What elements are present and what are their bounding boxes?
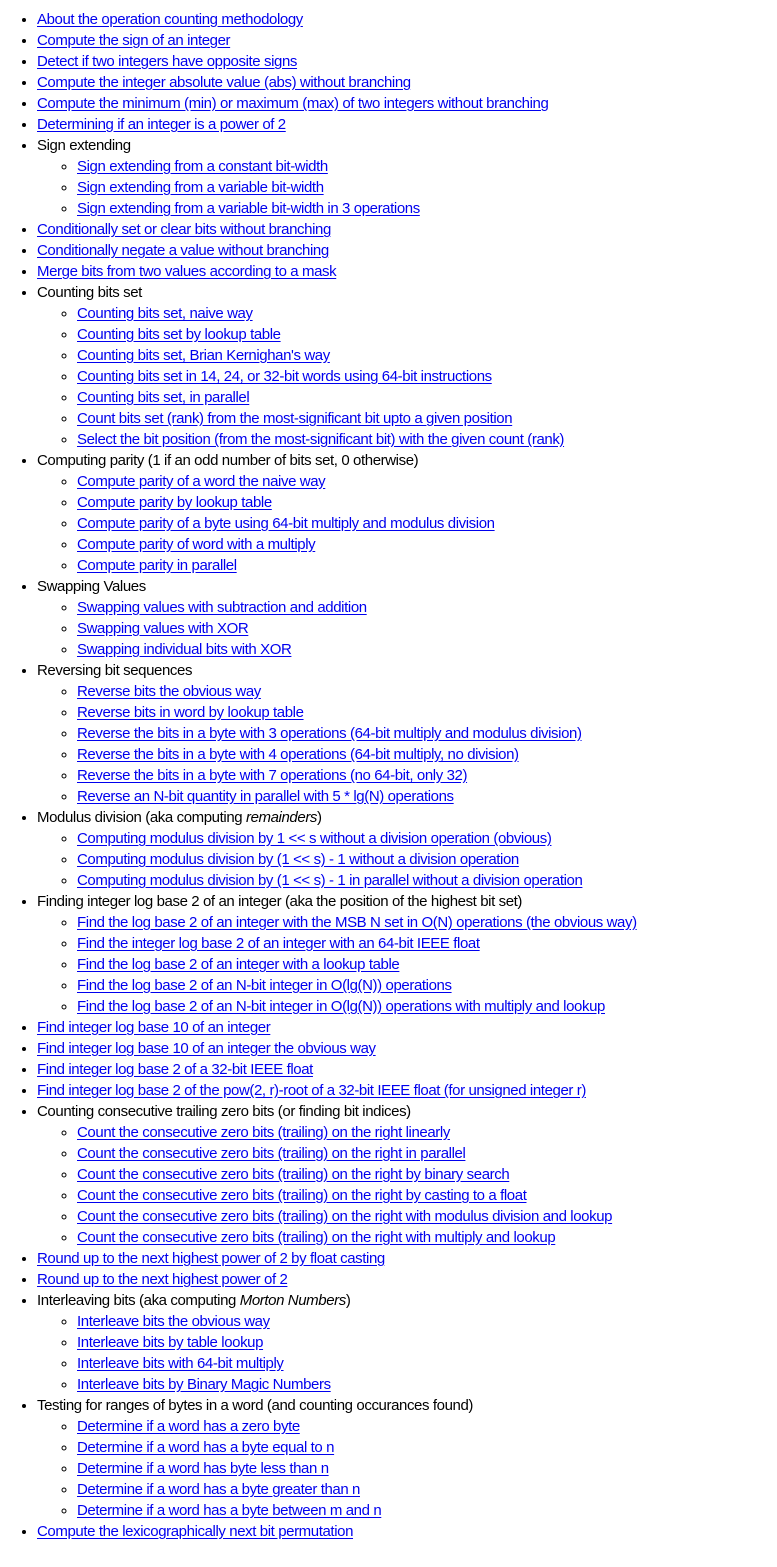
toc-link[interactable]: Interleave bits by table lookup: [77, 1334, 264, 1351]
toc-link[interactable]: Detect if two integers have opposite signs: [37, 53, 298, 70]
toc-link[interactable]: Reverse the bits in a byte with 3 operations (64-bit multiply and modulus division): [77, 725, 582, 742]
toc-item: [37, 93, 777, 114]
text-run: ): [345, 1292, 351, 1309]
toc-item: [37, 1521, 777, 1542]
toc-category-label: [37, 1292, 350, 1309]
toc-category-label: Reversing bit sequences: [37, 662, 193, 679]
toc-item: [37, 282, 777, 450]
toc-link[interactable]: Find integer log base 10 of an integer the obvious way: [37, 1040, 376, 1057]
toc-subitem: [77, 702, 777, 723]
toc-link[interactable]: Swapping values with subtraction and addition: [77, 599, 367, 616]
toc-item: [37, 1038, 777, 1059]
toc-category-label: Testing for ranges of bytes in a word (and counting occurances found): [37, 1397, 474, 1414]
toc-subitem: [77, 744, 777, 765]
toc-link[interactable]: Select the bit position (from the most-significant bit) with the given count (rank): [77, 431, 565, 448]
toc-link[interactable]: Interleave bits by Binary Magic Numbers: [77, 1376, 331, 1393]
toc-item: [37, 240, 777, 261]
toc-link[interactable]: Find the log base 2 of an integer with the MSB N set in O(N) operations (the obvious way): [77, 914, 637, 931]
toc-subitem: [77, 156, 777, 177]
toc-sublist: [37, 1416, 777, 1521]
toc-category-label: [37, 809, 322, 826]
toc-subitem: [77, 849, 777, 870]
toc-link[interactable]: Reverse bits in word by lookup table: [77, 704, 304, 721]
toc-item: [37, 1080, 777, 1101]
toc-link[interactable]: Round up to the next highest power of 2: [37, 1271, 288, 1288]
toc-link[interactable]: Find integer log base 2 of the pow(2, r)-root of a 32-bit IEEE float (for unsigned integer r): [37, 1082, 586, 1099]
toc-link[interactable]: Reverse the bits in a byte with 7 operations (no 64-bit, only 32): [77, 767, 468, 784]
toc-link[interactable]: Count the consecutive zero bits (trailing) on the right with modulus division and lookup: [77, 1208, 613, 1225]
toc-category-label: Counting bits set: [37, 284, 142, 301]
toc-link[interactable]: Interleave bits the obvious way: [77, 1313, 270, 1330]
toc-link[interactable]: Computing modulus division by (1 << s) - 1 without a division operation: [77, 851, 519, 868]
toc-link[interactable]: Sign extending from a constant bit-width: [77, 158, 328, 175]
toc-item: [37, 576, 777, 660]
toc-item: [37, 114, 777, 135]
toc-subitem: [77, 1164, 777, 1185]
toc-item: [37, 72, 777, 93]
toc-link[interactable]: Conditionally set or clear bits without branching: [37, 221, 331, 238]
toc-sublist: [37, 912, 777, 1017]
toc-item: [37, 1101, 777, 1248]
toc-subitem: [77, 1332, 777, 1353]
toc-subitem: [77, 1374, 777, 1395]
toc-subitem: [77, 828, 777, 849]
text-run: Interleaving bits (aka computing: [37, 1292, 240, 1309]
toc-sublist: [37, 597, 777, 660]
toc-link[interactable]: Compute the sign of an integer: [37, 32, 231, 49]
toc-item: [37, 9, 777, 30]
text-run: ): [317, 809, 322, 826]
toc-link[interactable]: Swapping individual bits with XOR: [77, 641, 292, 658]
toc-subitem: [77, 1416, 777, 1437]
toc-item: [37, 1017, 777, 1038]
text-run: Modulus division (aka computing: [37, 809, 246, 826]
toc-category-label: Sign extending: [37, 137, 131, 154]
toc-item: [37, 891, 777, 1017]
toc-link[interactable]: Merge bits from two values according to a mask: [37, 263, 337, 280]
toc-subitem: [77, 765, 777, 786]
toc-item: [37, 30, 777, 51]
toc-link[interactable]: Count the consecutive zero bits (trailing) on the right linearly: [77, 1124, 450, 1141]
toc-subitem: [77, 1437, 777, 1458]
toc-category-label: Finding integer log base 2 of an integer (aka the position of the highest bit set): [37, 893, 523, 910]
toc-subitem: [77, 975, 777, 996]
toc-link[interactable]: Round up to the next highest power of 2 by float casting: [37, 1250, 385, 1267]
toc-link[interactable]: Compute the integer absolute value (abs) without branching: [37, 74, 411, 91]
toc-link[interactable]: Determine if a word has a byte greater than n: [77, 1481, 360, 1498]
toc-link[interactable]: Counting bits set by lookup table: [77, 326, 281, 343]
toc-link[interactable]: Determine if a word has a byte equal to n: [77, 1439, 335, 1456]
toc-link[interactable]: Interleave bits with 64-bit multiply: [77, 1355, 284, 1372]
toc-item: [37, 807, 777, 891]
toc-link[interactable]: Conditionally negate a value without branching: [37, 242, 329, 259]
toc-link[interactable]: Determining if an integer is a power of 2: [37, 116, 286, 133]
toc-subitem: [77, 723, 777, 744]
toc-link[interactable]: Find integer log base 2 of a 32-bit IEEE float: [37, 1061, 313, 1078]
toc-item: [37, 450, 777, 576]
toc-link[interactable]: Counting bits set, in parallel: [77, 389, 250, 406]
toc-link[interactable]: Find the log base 2 of an integer with a lookup table: [77, 956, 400, 973]
toc-category-label: Swapping Values: [37, 578, 146, 595]
toc-link[interactable]: Counting bits set, naive way: [77, 305, 253, 322]
toc-item: [37, 1248, 777, 1269]
toc-subitem: [77, 618, 777, 639]
toc-link[interactable]: Compute parity in parallel: [77, 557, 237, 574]
toc-link[interactable]: Sign extending from a variable bit-width: [77, 179, 324, 196]
toc-subitem: [77, 681, 777, 702]
toc-subitem: [77, 387, 777, 408]
toc-sublist: [37, 471, 777, 576]
toc-sublist: [37, 1122, 777, 1248]
toc-link[interactable]: Counting bits set, Brian Kernighan's way: [77, 347, 330, 364]
toc-link[interactable]: Find the log base 2 of an N-bit integer in O(lg(N)) operations with multiply and lookup: [77, 998, 605, 1015]
italic-text: Morton Numbers: [239, 1292, 346, 1309]
toc-item: [37, 660, 777, 807]
toc-subitem: [77, 492, 777, 513]
toc-item: [37, 1059, 777, 1080]
toc-subitem: [77, 1143, 777, 1164]
toc-category-label: Counting consecutive trailing zero bits (or finding bit indices): [37, 1103, 411, 1120]
toc-link[interactable]: About the operation counting methodology: [37, 11, 303, 28]
toc-item: [37, 1395, 777, 1521]
toc-subitem: [77, 597, 777, 618]
toc-subitem: [77, 954, 777, 975]
toc-link[interactable]: Find the log base 2 of an N-bit integer in O(lg(N)) operations: [77, 977, 452, 994]
toc-subitem: [77, 1353, 777, 1374]
toc-sublist: [37, 156, 777, 219]
toc-link[interactable]: Compute parity of word with a multiply: [77, 536, 316, 553]
toc-category-label: Computing parity (1 if an odd number of bits set, 0 otherwise): [37, 452, 419, 469]
toc-link[interactable]: Counting bits set in 14, 24, or 32-bit words using 64-bit instructions: [77, 368, 492, 385]
toc-subitem: [77, 1227, 777, 1248]
toc-link[interactable]: Count the consecutive zero bits (trailing) on the right with multiply and lookup: [77, 1229, 556, 1246]
toc-sublist: [37, 303, 777, 450]
toc-subitem: [77, 1458, 777, 1479]
toc-link[interactable]: Find the integer log base 2 of an integer with an 64-bit IEEE float: [77, 935, 480, 952]
toc-subitem: [77, 345, 777, 366]
italic-text: remainders: [245, 809, 318, 826]
toc-link[interactable]: Reverse bits the obvious way: [77, 683, 261, 700]
toc-link[interactable]: Determine if a word has byte less than n: [77, 1460, 329, 1477]
toc-subitem: [77, 1311, 777, 1332]
toc-subitem: [77, 366, 777, 387]
toc-subitem: [77, 1185, 777, 1206]
toc-subitem: [77, 639, 777, 660]
toc-subitem: [77, 471, 777, 492]
toc-link[interactable]: Count bits set (rank) from the most-significant bit upto a given position: [77, 410, 513, 427]
toc-link[interactable]: Swapping values with XOR: [77, 620, 249, 637]
toc-link[interactable]: Find integer log base 10 of an integer: [37, 1019, 271, 1036]
toc-subitem: [77, 513, 777, 534]
toc-link[interactable]: Sign extending from a variable bit-width in 3 operations: [77, 200, 420, 217]
toc-subitem: [77, 912, 777, 933]
toc-link[interactable]: Reverse the bits in a byte with 4 operations (64-bit multiply, no division): [77, 746, 519, 763]
toc-subitem: [77, 177, 777, 198]
toc-link[interactable]: Reverse an N-bit quantity in parallel with 5 * lg(N) operations: [77, 788, 454, 805]
toc-subitem: [77, 870, 777, 891]
toc-subitem: [77, 555, 777, 576]
toc-subitem: [77, 408, 777, 429]
toc-subitem: [77, 1206, 777, 1227]
toc-link[interactable]: Determine if a word has a byte between m and n: [77, 1502, 382, 1519]
toc-subitem: [77, 1479, 777, 1500]
toc-item: [37, 219, 777, 240]
toc-item: [37, 51, 777, 72]
toc-link[interactable]: Computing modulus division by (1 << s) - 1 in parallel without a division operation: [77, 872, 583, 889]
toc-subitem: [77, 1122, 777, 1143]
toc-subitem: [77, 429, 777, 450]
toc-link[interactable]: Compute the lexicographically next bit permutation: [37, 1523, 354, 1540]
toc-item: [37, 1290, 777, 1395]
toc-subitem: [77, 933, 777, 954]
toc-link[interactable]: Determine if a word has a zero byte: [77, 1418, 300, 1435]
toc-link[interactable]: Count the consecutive zero bits (trailing) on the right by casting to a float: [77, 1187, 527, 1204]
toc-subitem: [77, 996, 777, 1017]
toc-subitem: [77, 1500, 777, 1521]
toc-subitem: [77, 786, 777, 807]
toc-link[interactable]: Computing modulus division by 1 << s without a division operation (obvious): [77, 830, 552, 847]
toc-link[interactable]: Compute the minimum (min) or maximum (max) of two integers without branching: [37, 95, 549, 112]
toc-link[interactable]: Compute parity of a byte using 64-bit multiply and modulus division: [77, 515, 495, 532]
toc-item: [37, 261, 777, 282]
toc-link[interactable]: Count the consecutive zero bits (trailing) on the right in parallel: [77, 1145, 466, 1162]
toc-item: [37, 1269, 777, 1290]
toc-subitem: [77, 198, 777, 219]
toc-list: [0, 9, 777, 1542]
toc-link[interactable]: Count the consecutive zero bits (trailing) on the right by binary search: [77, 1166, 510, 1183]
toc-subitem: [77, 303, 777, 324]
toc-sublist: [37, 681, 777, 807]
toc-link[interactable]: Compute parity of a word the naive way: [77, 473, 326, 490]
toc-item: [37, 135, 777, 219]
toc-sublist: [37, 828, 777, 891]
toc-subitem: [77, 534, 777, 555]
toc-link[interactable]: Compute parity by lookup table: [77, 494, 272, 511]
toc-subitem: [77, 324, 777, 345]
toc-sublist: [37, 1311, 777, 1395]
